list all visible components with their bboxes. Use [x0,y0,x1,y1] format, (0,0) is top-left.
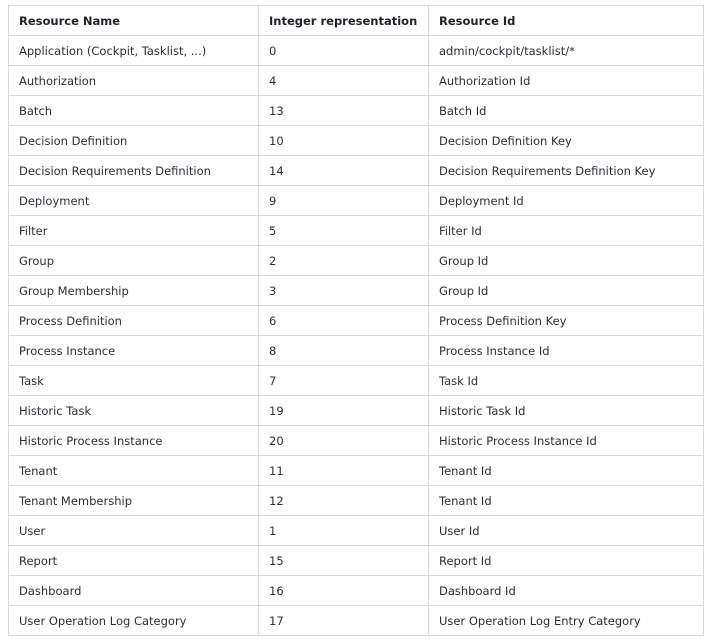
cell-integer: 7 [259,366,429,396]
table-row [9,186,704,216]
cell-resource-id: Decision Definition Key [429,126,704,156]
header-resource-id: Resource Id [429,6,704,36]
cell-resource-name: Application (Cockpit, Tasklist, ...) [9,36,259,66]
cell-resource-id: Process Definition Key [429,306,704,336]
table-row [9,486,704,516]
resources-table-container [8,5,704,636]
cell-resource-id: Process Instance Id [429,336,704,366]
cell-resource-name: Dashboard [9,576,259,606]
cell-resource-name: Process Definition [9,306,259,336]
cell-resource-name: Task [9,366,259,396]
table-row [9,576,704,606]
cell-integer: 17 [259,606,429,636]
cell-integer: 6 [259,306,429,336]
cell-integer: 0 [259,36,429,66]
cell-resource-id: Task Id [429,366,704,396]
cell-resource-name: Historic Task [9,396,259,426]
cell-resource-id: User Id [429,516,704,546]
cell-resource-id: Filter Id [429,216,704,246]
cell-integer: 3 [259,276,429,306]
resources-table [8,5,704,636]
table-header [9,6,704,36]
cell-integer: 2 [259,246,429,276]
table-row [9,96,704,126]
table-row [9,336,704,366]
cell-integer: 4 [259,66,429,96]
table-row [9,246,704,276]
table-row [9,426,704,456]
cell-resource-id: Group Id [429,246,704,276]
cell-resource-id: Tenant Id [429,456,704,486]
cell-resource-id: Decision Requirements Definition Key [429,156,704,186]
table-row [9,606,704,636]
cell-resource-id: Deployment Id [429,186,704,216]
cell-resource-name: Authorization [9,66,259,96]
cell-integer: 10 [259,126,429,156]
cell-integer: 15 [259,546,429,576]
cell-resource-name: Decision Definition [9,126,259,156]
cell-resource-name: Group Membership [9,276,259,306]
cell-resource-name: User Operation Log Category [9,606,259,636]
cell-resource-name: Process Instance [9,336,259,366]
cell-integer: 19 [259,396,429,426]
cell-resource-id: Report Id [429,546,704,576]
cell-integer: 5 [259,216,429,246]
cell-resource-id: Tenant Id [429,486,704,516]
header-integer-representation: Integer representation [259,6,429,36]
cell-resource-name: Deployment [9,186,259,216]
cell-resource-id: admin/cockpit/tasklist/* [429,36,704,66]
cell-integer: 11 [259,456,429,486]
cell-resource-name: Historic Process Instance [9,426,259,456]
cell-resource-id: Dashboard Id [429,576,704,606]
table-row [9,156,704,186]
cell-resource-id: Historic Task Id [429,396,704,426]
table-row [9,306,704,336]
cell-resource-name: Tenant [9,456,259,486]
table-row [9,396,704,426]
cell-integer: 9 [259,186,429,216]
table-row [9,516,704,546]
cell-resource-name: Tenant Membership [9,486,259,516]
table-row [9,276,704,306]
cell-integer: 13 [259,96,429,126]
table-row [9,36,704,66]
cell-integer: 20 [259,426,429,456]
cell-resource-name: User [9,516,259,546]
cell-resource-id: Batch Id [429,96,704,126]
cell-resource-name: Report [9,546,259,576]
cell-resource-id: User Operation Log Entry Category [429,606,704,636]
table-row [9,366,704,396]
table-body [9,36,704,636]
cell-resource-id: Authorization Id [429,66,704,96]
cell-integer: 1 [259,516,429,546]
cell-resource-name: Batch [9,96,259,126]
cell-resource-name: Filter [9,216,259,246]
cell-integer: 8 [259,336,429,366]
cell-resource-id: Group Id [429,276,704,306]
cell-resource-name: Decision Requirements Definition [9,156,259,186]
cell-resource-name: Group [9,246,259,276]
cell-integer: 12 [259,486,429,516]
cell-integer: 14 [259,156,429,186]
cell-resource-id: Historic Process Instance Id [429,426,704,456]
header-row [9,6,704,36]
header-resource-name: Resource Name [9,6,259,36]
table-row [9,546,704,576]
table-row [9,66,704,96]
table-row [9,456,704,486]
table-row [9,216,704,246]
cell-integer: 16 [259,576,429,606]
table-row [9,126,704,156]
